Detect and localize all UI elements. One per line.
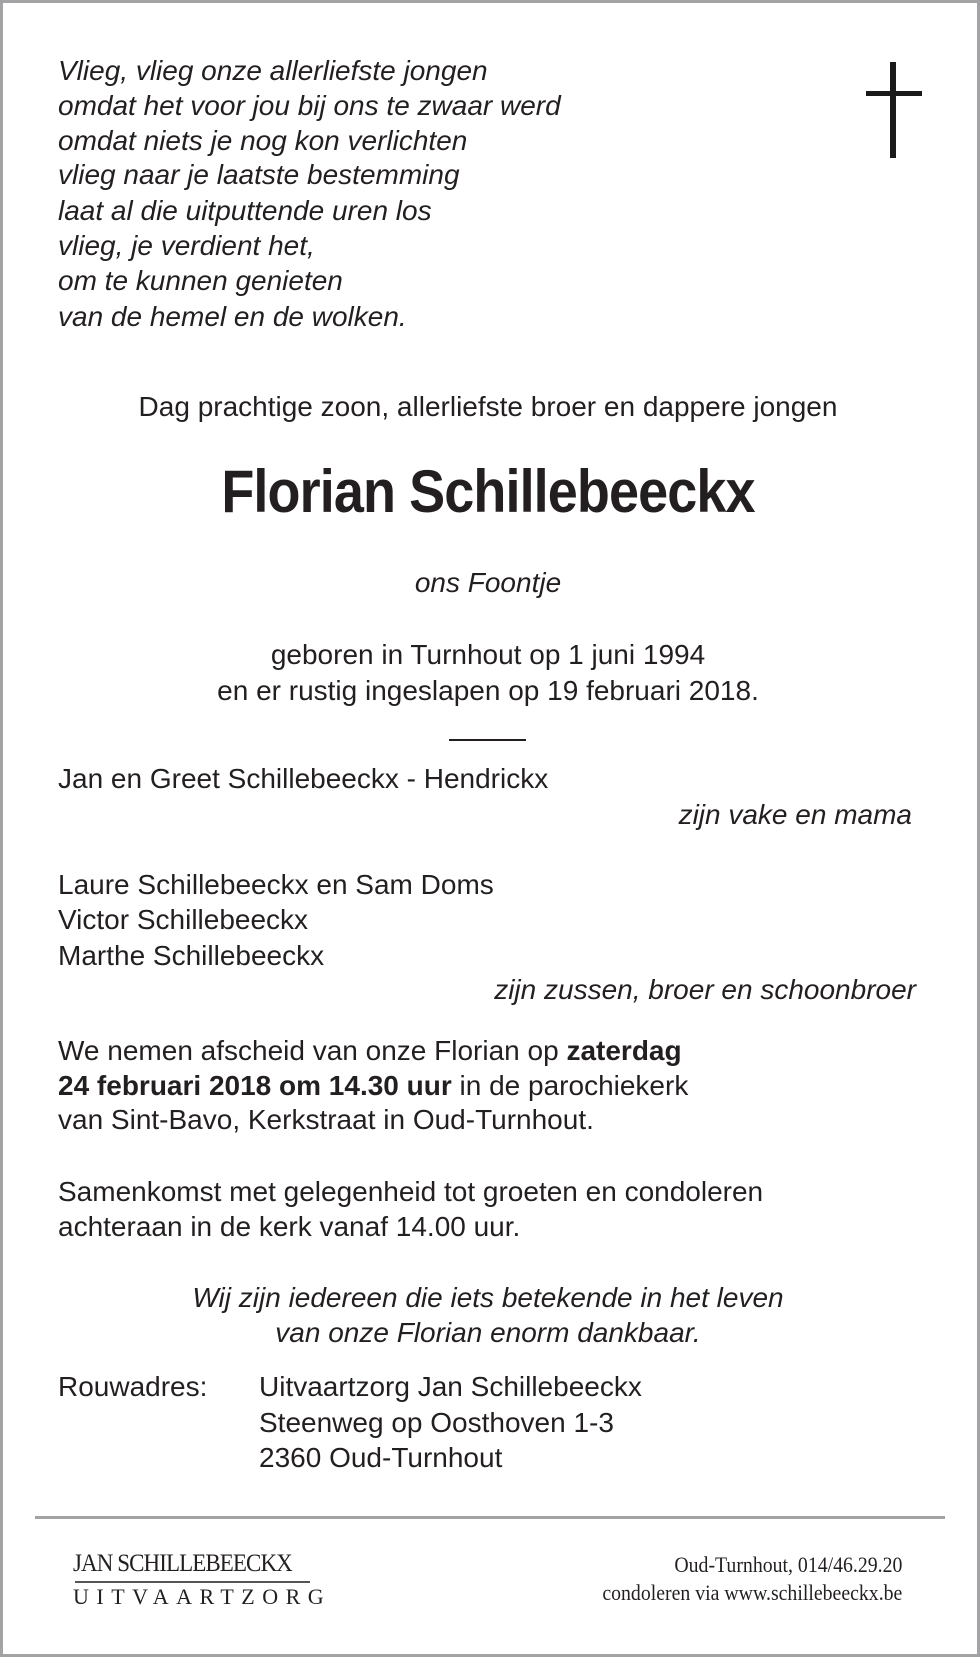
logo-underline — [75, 1581, 310, 1583]
thanks-line: Wij zijn iedereen die iets betekende in het leven — [192, 1282, 784, 1313]
intro-text: Dag prachtige zoon, allerliefste broer en dappere jongen — [138, 391, 838, 422]
sibling-name: Victor Schillebeeckx — [58, 904, 309, 935]
farewell-day: zaterdag — [566, 1035, 682, 1066]
poem-line: laat al die uitputtende uren los — [58, 195, 432, 226]
footer-divider — [35, 1516, 945, 1519]
parents-names: Jan en Greet Schillebeeckx - Hendrickx — [58, 763, 549, 794]
farewell-line-2 — [58, 1068, 688, 1104]
address-label: Rouwadres: — [58, 1371, 208, 1402]
farewell-text: in de parochiekerk — [451, 1070, 689, 1101]
poem-line: van de hemel en de wolken. — [58, 301, 407, 332]
sibling-name: Laure Schillebeeckx en Sam Doms — [58, 869, 494, 900]
footer-contact: Oud-Turnhout, 014/46.29.20 — [673, 1552, 902, 1577]
birth-line: geboren in Turnhout op 1 juni 1994 — [270, 639, 706, 670]
address-line: 2360 Oud-Turnhout — [259, 1442, 503, 1473]
footer-website: condoleren via www.schillebeeckx.be — [601, 1580, 902, 1605]
farewell-line-3: van Sint-Bavo, Kerkstraat in Oud-Turnhout. — [58, 1104, 594, 1135]
address-line: Steenweg op Oosthoven 1-3 — [259, 1407, 614, 1438]
address-line: Uitvaartzorg Jan Schillebeeckx — [259, 1371, 642, 1402]
siblings-relation: zijn zussen, broer en schoonbroer — [494, 974, 916, 1005]
gathering-line: achteraan in de kerk vanaf 14.00 uur. — [58, 1211, 521, 1242]
parents-relation: zijn vake en mama — [678, 799, 912, 830]
divider — [449, 739, 526, 741]
poem-line: Vlieg, vlieg onze allerliefste jongen — [58, 55, 488, 86]
poem-line: omdat niets je nog kon verlichten — [58, 125, 468, 156]
nickname: ons Foontje — [414, 567, 562, 598]
cross-icon — [866, 62, 922, 158]
sibling-name: Marthe Schillebeeckx — [58, 940, 325, 971]
thanks-line: van onze Florian enorm dankbaar. — [275, 1317, 701, 1348]
funeral-home-logo-subtitle: UITVAARTZORG — [73, 1584, 332, 1609]
poem-line: vlieg, je verdient het, — [58, 230, 315, 261]
funeral-home-logo-name: JAN SCHILLEBEECKX — [73, 1550, 292, 1577]
gathering-line: Samenkomst met gelegenheid tot groeten en condoleren — [58, 1176, 764, 1207]
deceased-name: Florian Schillebeeckx — [221, 458, 755, 525]
farewell-line-1 — [58, 1033, 682, 1069]
farewell-text: We nemen afscheid van onze Florian op — [58, 1035, 567, 1066]
poem-line: omdat het voor jou bij ons te zwaar werd — [58, 90, 561, 121]
death-line: en er rustig ingeslapen op 19 februari 2018. — [217, 675, 759, 706]
farewell-date-time: 24 februari 2018 om 14.30 uur — [58, 1070, 452, 1101]
poem-line: vlieg naar je laatste bestemming — [58, 159, 460, 190]
poem-line: om te kunnen genieten — [58, 265, 343, 296]
